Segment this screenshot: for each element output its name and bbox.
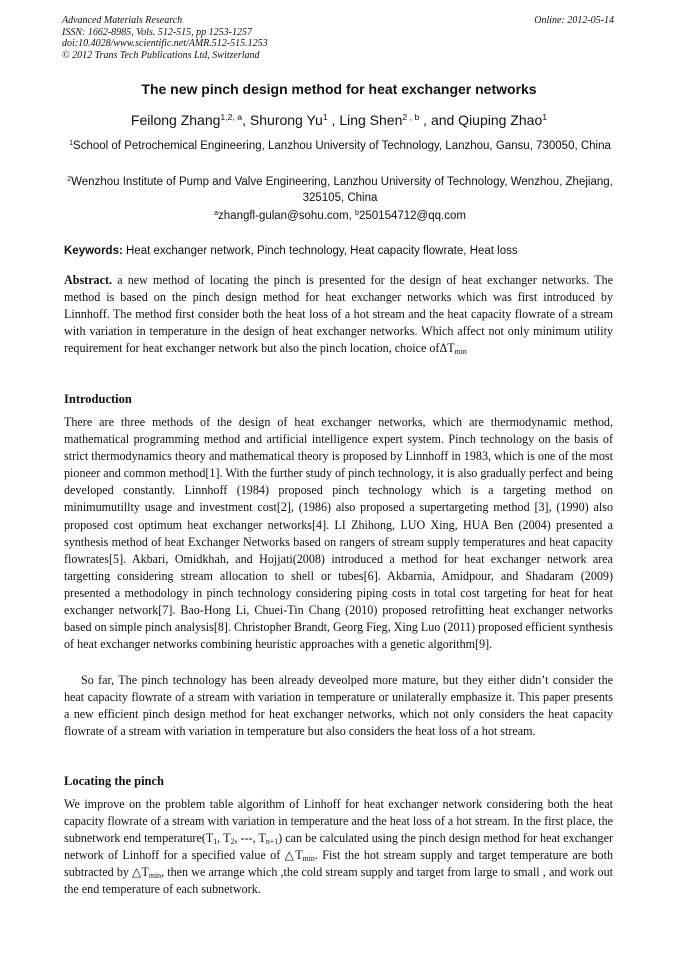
delta-t-subscript: min: [454, 347, 467, 357]
online-date: Online: 2012-05-14: [534, 15, 614, 26]
author-emails: [64, 210, 616, 222]
issn-line: ISSN: 1662-8985, Vols. 512-515, pp 1253-1257: [62, 26, 252, 38]
copyright-line: © 2012 Trans Tech Publications Ltd, Switzerland: [62, 49, 260, 61]
email-mark: a: [214, 209, 219, 218]
keywords-text: Heat exchanger network, Pinch technology, Heat capacity flowrate, Heat loss: [126, 245, 518, 257]
keywords-label: Keywords:: [64, 245, 123, 257]
author-name: Feilong Zhang: [130, 112, 221, 128]
abstract-label: Abstract.: [64, 273, 113, 287]
affiliation-1: [64, 138, 616, 154]
subscript: 2: [230, 837, 235, 847]
keywords-line: [64, 245, 616, 257]
doi-line: doi:10.4028/www.scientific.net/AMR.512-515.1253: [62, 38, 268, 49]
affiliation-mark: 2: [67, 175, 72, 184]
journal-header: [62, 15, 482, 61]
author-list: Feilong Zhang$^{1,2, a}$, Shurong Yu$^1$ , Ling Shen$^{2 , b}$ , and Qiuping Zhao$^1$: [130, 112, 548, 128]
author-name: Ling Shen: [339, 112, 403, 128]
delta-t-symbol: ΔT: [439, 341, 455, 356]
affiliation-text: Wenzhou Institute of Pump and Valve Engineering, Lanzhou University of Technology, Wenzhou, Zhejiang, 325105, China: [71, 176, 613, 204]
subscript: min: [302, 854, 315, 864]
author-mark: 1,2, a: [220, 112, 243, 123]
email-address[interactable]: zhangfl-gulan@sohu.com,: [218, 210, 352, 222]
author-mark: 1: [542, 112, 548, 123]
introduction-heading: Introduction: [64, 392, 132, 406]
author-mark: 2 , b: [402, 112, 420, 123]
author-name: Shurong Yu: [249, 112, 323, 128]
locating-heading: Locating the pinch: [64, 774, 165, 788]
introduction-paragraph-2: So far, The pinch technology has been already deveolped more mature, but they either didn’t consider the heat capacity flowrate of a stream with variation in temperature or unilaterally emphasize it. This paper presents a new efficient pinch design method for heat exchanger networks, which not only considers the heat capacity flowrate of a stream with variation in temperature but also considers the heat loss of a hot stream.: [64, 673, 613, 739]
text-segment: , ---, T: [234, 831, 266, 846]
email-address[interactable]: 250154712@qq.com: [358, 210, 466, 222]
subscript: 1: [213, 837, 218, 847]
locating-paragraph: [64, 796, 613, 899]
text-segment: , T: [217, 831, 231, 846]
text-segment: We improve on the problem table algorithm of Linhoff for heat exchanger network considering both the heat capacity flowrate of a stream with variation in temperature and the heat loss of a hot stream. In the first place, the subnetwork end temperature(T: [64, 797, 613, 846]
subscript: min: [148, 871, 162, 881]
affiliation-mark: 1: [69, 139, 74, 148]
abstract-text: a new method of locating the pinch is presented for the design of heat exchanger networks. The method is based on the pinch design method for heat exchanger networks which was first introduced by Linnhoff. The method first consider both the heat loss of a hot stream and the heat capacity flowrate of a stream with variation in temperature in the design of heat exchanger networks. Which affect not only minimum utility requirement for heat exchanger network but also the pinch location, choice of: [64, 273, 613, 356]
subscript: n+1: [265, 837, 279, 847]
text-segment: . Fist the hot stream supply and target temperature are both subtracted by △T: [64, 848, 613, 880]
text-segment: , then we arrange which ,the cold stream supply and target from large to small , and work out the end temperature of each subnetwork.: [64, 865, 613, 897]
email-mark: b: [355, 209, 359, 218]
affiliation-text: School of Petrochemical Engineering, Lanzhou University of Technology, Lanzhou, Gansu, 730050, China: [73, 140, 611, 152]
author-mark: 1: [322, 112, 328, 123]
paper-title: The new pinch design method for heat exchanger networks: [141, 81, 537, 97]
journal-name: Advanced Materials Research: [62, 15, 183, 26]
affiliation-2: [64, 174, 616, 206]
text-segment: ) can be calculated using the pinch design method for heat exchanger network of Linhoff for a specified value of △T: [64, 831, 613, 863]
abstract: [64, 272, 613, 357]
author-name: and Qiuping Zhao: [430, 112, 543, 128]
introduction-paragraph-1: There are three methods of the design of heat exchanger networks, which are thermodynamic method, mathematical programming method and artificial intelligence expert system. Pinch technology on the basis of strict thermodynamics theory and mathematical theory is proposed by Linnhoff in 1983, which is one of the most pioneer and common method[1]. With the further study of pinch technology, it is also gradually perfect and being developed constantly. Linnhoff (1984) proposed pinch technology which is a targeting method on minimumutillty usage and investment cost[2], (1986) also proposed a supertargeting method [3], (1990) also proposed cost optimum heat exchanger networks[4]. LI Zhihong, LUO Xing, HUA Ben (2004) presented a synthesis method of heat Exchanger Networks based on rangers of stream supply temperatures and heat capacity flowrates[5]. Akbari, Omidkhah, and Hojjati(2008) introduced a method for heat exchanger network area targetting considering stream allocation to shell or tubes[6]. Akbarnia, Amidpour, and Shadaram (2009) presented a methodology in pinch technology considering piping costs in total cost targeting for heat for heat exchanger network[7]. Bao-Hong Li, Chuei-Tin Chang (2010) proposed retrofitting heat exchanger networks based on simple pinch analysis[8]. Christopher Brandt, Georg Fieg, Xing Luo (2011) proposed efficient synthesis of heat exchanger networks combining heuristic approaches with a genetic algorithm[9].: [64, 415, 613, 652]
